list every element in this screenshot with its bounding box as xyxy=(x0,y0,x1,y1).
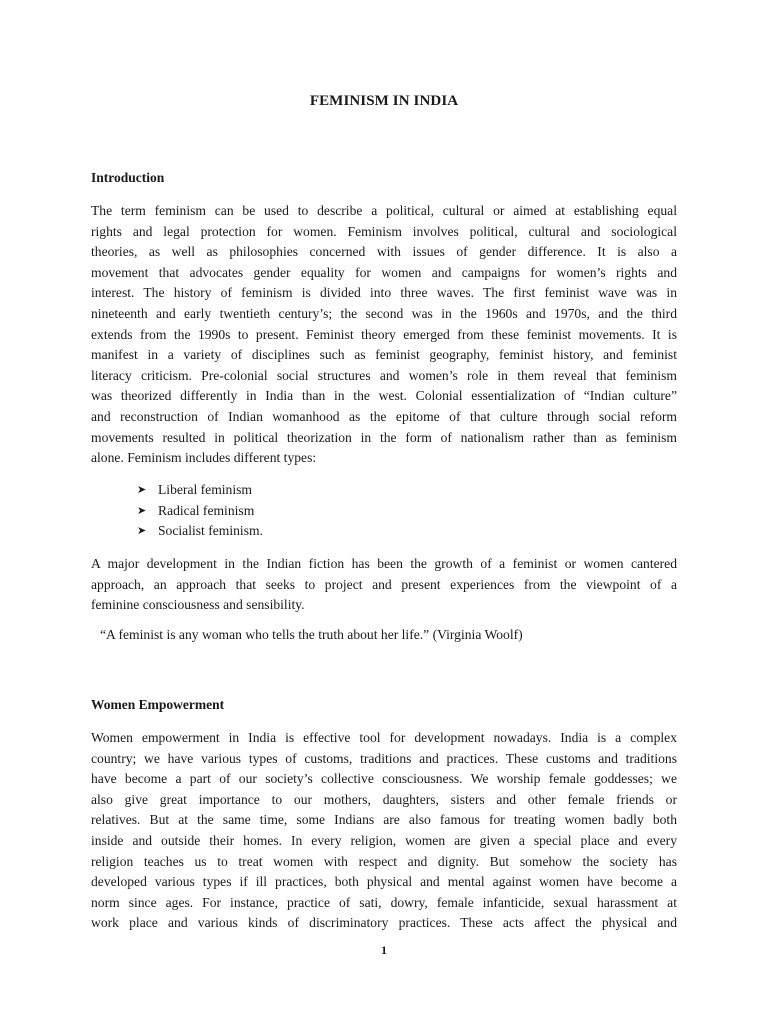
arrow-bullet-icon: ➤ xyxy=(137,525,147,538)
arrow-bullet-icon: ➤ xyxy=(137,504,147,517)
text-line: A major development in the Indian fiction has been the growth of a feminist or women cantered xyxy=(91,556,677,571)
page-number: 1 xyxy=(381,943,387,957)
text-line: norm since ages. For instance, practice of sati, dowry, female infanticide, sexual harassment at xyxy=(91,894,677,910)
woolf-quote: “A feminist is any woman who tells the truth about her life.” (Virginia Woolf) xyxy=(100,627,523,642)
text-line: interest. The history of feminism is divided into three waves. The first feminist wave was in xyxy=(91,285,677,301)
text-line: movement that advocates gender equality for women and campaigns for women’s rights and xyxy=(91,264,677,280)
list-item xyxy=(137,480,263,501)
text-line: approach, an approach that seeks to project and present experiences from the viewpoint of a xyxy=(91,576,677,592)
text-line: theories, as well as philosophies concerned with issues of gender difference. It is also a xyxy=(91,244,677,260)
list-item-label: Liberal feminism xyxy=(158,482,252,497)
arrow-bullet-icon: ➤ xyxy=(137,484,147,496)
text-line: rights and legal protection for women. Feminism involves political, cultural and sociological xyxy=(91,223,677,239)
text-line: movements resulted in political theorization in the form of nationalism rather than as feminism xyxy=(91,429,677,445)
text-line: feminine consciousness and sensibility. xyxy=(91,597,305,613)
text-line: The term feminism can be used to describe a political, cultural or aimed at establishing equal xyxy=(91,203,677,218)
text-line: work place and various kinds of discriminatory practices. These acts affect the physical and xyxy=(91,915,677,931)
text-line: nineteenth and early twentieth century’s; the second was in the 1960s and 1970s, and the third xyxy=(91,305,677,321)
document-title: FEMINISM IN INDIA xyxy=(309,93,459,109)
women-empowerment-paragraph xyxy=(91,728,677,934)
text-line: and reconstruction of Indian womanhood as the epitome of that culture through social reform xyxy=(91,408,677,424)
text-line: alone. Feminism includes different types: xyxy=(91,450,317,466)
section-heading-introduction: Introduction xyxy=(91,170,165,185)
text-line: literacy criticism. Pre-colonial social structures and women’s role in them reveal that feminism xyxy=(91,367,677,383)
text-line: also give great importance to our mothers, daughters, sisters and other female friends or xyxy=(91,791,677,807)
fiction-paragraph xyxy=(91,554,677,616)
list-item xyxy=(137,501,263,522)
feminism-types-list xyxy=(137,480,263,542)
list-item-label: Radical feminism xyxy=(158,502,255,518)
text-line: Women empowerment in India is effective tool for development nowadays. India is a complex xyxy=(91,730,677,745)
text-line: relatives. But at the same time, some Indians are also famous for treating women badly both xyxy=(91,812,677,828)
introduction-paragraph xyxy=(91,201,677,469)
text-line: manifest in a variety of disciplines such as feminist geography, feminist history, and feminist xyxy=(91,347,677,363)
text-line: have become a part of our society’s collective consciousness. We worship female goddesses; we xyxy=(91,771,677,787)
text-line: was theorized differently in India than in the west. Colonial essentialization of “Indian culture” xyxy=(91,388,677,404)
text-line: inside and outside their homes. In every religion, women are given a special place and every xyxy=(91,832,677,848)
text-line: extends from the 1990s to present. Feminist theory emerged from these feminist movements. It is xyxy=(91,326,677,342)
text-line: religion teaches us to treat women with respect and dignity. But somehow the society has xyxy=(91,853,677,869)
text-line: country; we have various types of customs, traditions and practices. These customs and traditions xyxy=(91,750,677,766)
list-item-label: Socialist feminism. xyxy=(158,523,263,539)
section-heading-women-empowerment: Women Empowerment xyxy=(91,697,225,712)
text-line: developed various types if ill practices, both physical and mental against women have become a xyxy=(91,874,677,890)
list-item xyxy=(137,521,263,542)
